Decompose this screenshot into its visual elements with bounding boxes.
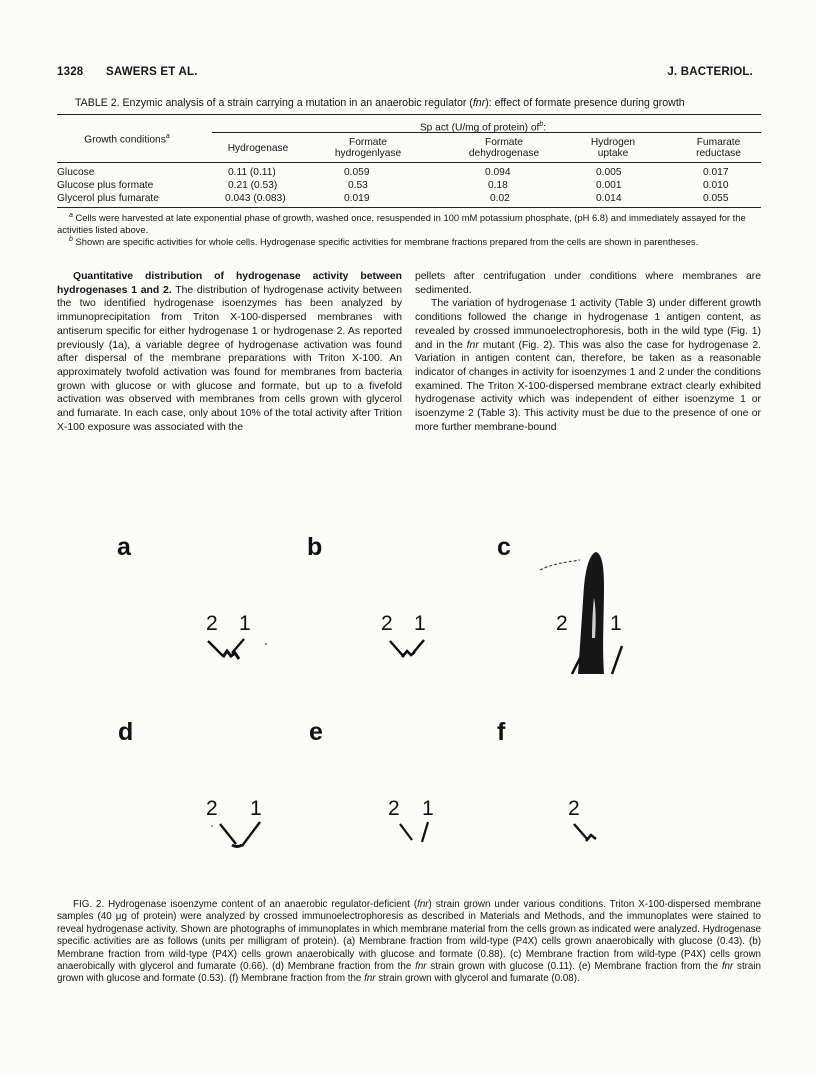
panel-a-letter: a	[117, 533, 131, 561]
panel-e-label-1: 1	[422, 797, 434, 820]
panel-e-label-2: 2	[388, 797, 400, 820]
panel-f-letter: f	[497, 718, 506, 746]
table-cell: 0.094	[485, 167, 511, 178]
table-row-condition: Glucose plus formate	[57, 180, 154, 191]
column-header-hydrogen-uptake: Hydrogen uptake	[590, 137, 636, 159]
table-cell: 0.005	[596, 167, 622, 178]
table-row-condition: Glucose	[57, 167, 95, 178]
panel-d-label-2: 2	[206, 797, 218, 820]
panel-b-letter: b	[307, 533, 323, 561]
panel-c-label-2: 2	[556, 612, 568, 635]
panel-a-label-1: 1	[239, 612, 251, 635]
table-top-rule	[57, 114, 761, 115]
table-subheader-rule	[212, 132, 761, 133]
table-cell: 0.010	[703, 180, 729, 191]
panel-e-precipitin-arcs	[390, 818, 440, 858]
table-cell: 0.043 (0.083)	[225, 193, 286, 204]
table-cell: 0.53	[348, 180, 368, 191]
right-column-text	[415, 270, 761, 434]
running-authors: SAWERS ET AL.	[106, 66, 198, 78]
table-cell: 0.21 (0.53)	[228, 180, 278, 191]
panel-b-precipitin-arcs	[380, 635, 440, 675]
panel-a-precipitin-arcs	[190, 635, 280, 675]
table-cell: 0.014	[596, 193, 622, 204]
panel-d-letter: d	[118, 718, 134, 746]
table-row-condition: Glycerol plus fumarate	[57, 193, 159, 204]
panel-d-label-1: 1	[250, 797, 262, 820]
table-cell: 0.18	[488, 180, 508, 191]
panel-c-label-1: 1	[610, 612, 622, 635]
panel-c-letter: c	[497, 533, 511, 561]
table-footnote-a: $^a$ Cells were harvested at late exponential phase of growth, washed once, resuspended in 100 mM potassium phosphate, (pH 6.8) and immediately assayed for the activities listed above.	[57, 212, 746, 236]
growth-conditions-header: Growth conditions$^a$	[84, 133, 170, 146]
table-cell: 0.059	[344, 167, 370, 178]
table-cell: 0.02	[490, 193, 510, 204]
section-heading: Quantitative distribution of hydrogenase activity between hydrogenases 1 and 2.	[57, 271, 402, 296]
table-cell: 0.055	[703, 193, 729, 204]
table-footnote-b: $^b$ Shown are specific activities for whole cells. Hydrogenase specific activities for membrane fractions prepared from the cells are shown in parentheses.	[69, 236, 699, 248]
right-column-paragraph-2: The variation of hydrogenase 1 activity (Table 3) under different growth conditions followed the change in hydrogenase 1 antigen content, as revealed by crossed immunoelectrophoresis, both in the wild type (Fig. 1) and in the fnr mutant (Fig. 2). This was also the case for hydrogenase 2. Variation in antigen content can, therefore, be taken as a reasonable indicator of changes in activity for isoenzymes 1 and 2 under the conditions examined. The Triton X-100-dispersed membrane extract clearly exhibited hydrogenase activity which was independent of either isoenzyme 1 or isoenzyme 2 (Table 3). This activity must be due to the presence of one or more further membrane-bound	[415, 298, 761, 433]
panel-e-letter: e	[309, 718, 323, 746]
panel-d-precipitin-arcs	[200, 818, 270, 858]
figure-caption: FIG. 2. Hydrogenase isoenzyme content of an anaerobic regulator-deficient (fnr) strain grown under various conditions. Triton X-100-dispersed membrane samples (40 μg of protein) were analyzed by crossed immunoelectrophoresis as described in Materials and Methods, and the immunoplates were stained to reveal hydrogenase activity. Shown are photographs of immunoplates in which membrane material from the cells grown as indicated were analyzed. Hydrogenase specific activities are as follows (units per milligram of protein). (a) Membrane fraction from wild-type (P4X) cells grown anaerobically with glucose (0.43). (b) Membrane fraction from wild-type (P4X) cells grown anaerobically with glucose and formate (0.88). (c) Membrane fraction from wild-type (P4X) cells grown anaerobically with glycerol and fumarate (0.66). (d) Membrane fraction from the fnr strain grown with glucose (0.11). (e) Membrane fraction from the fnr strain grown with glucose and formate (0.53). (f) Membrane fraction from the fnr strain grown with glycerol and fumarate (0.08).	[57, 899, 761, 985]
specific-activity-header: Sp act (U/mg of protein) $of^b$:	[419, 121, 547, 134]
page-number: 1328	[57, 66, 84, 78]
panel-f-precipitin-arc	[566, 818, 616, 858]
table-cell: 0.001	[596, 180, 622, 191]
table-header-rule	[57, 162, 761, 163]
column-header-hydrogenase: Hydrogenase	[227, 143, 289, 154]
table-caption-gene: fnr	[472, 97, 486, 109]
column-header-formate-dehydrogenase: Formate dehydrogenase	[468, 137, 540, 159]
table-cell: 0.11 (0.11)	[228, 167, 276, 178]
table-bottom-rule	[57, 207, 761, 208]
panel-b-label-2: 2	[381, 612, 393, 635]
table-cell: 0.017	[703, 167, 729, 178]
column-header-formate-hydrogenlyase: Formate hydrogenlyase	[334, 137, 402, 159]
table-caption: TABLE 2. Enzymic analysis of a strain carrying a mutation in an anaerobic regulator (fnr): effect of formate presence during growth	[75, 97, 685, 109]
left-column-paragraph: Quantitative distribution of hydrogenase activity between hydrogenases 1 and 2. The distribution of hydrogenase activity between the two identified hydrogenase isoenzymes has been analyzed by immunoprecipitation from Triton X-100-dispersed membranes with antiserum specific for either hydrogenase 1 or hydrogenase 2. As reported previously (1a), a variable degree of hydrogenase activation was found after dispersal of the membrane preparations with Triton X-100. An approximately twofold activation was found for membranes from bacteria grown with glucose or with glucose and formate, but up to a fivefold activation was observed with membranes from cells grown with glycerol and fumarate. In each case, only about 10% of the total activity after Trition X-100 exposure was associated with the	[57, 271, 403, 433]
panel-b-label-1: 1	[414, 612, 426, 635]
column-header-fumarate-reductase: Fumarate reductase	[696, 137, 741, 159]
panel-f-label-2: 2	[568, 797, 580, 820]
journal-name: J. BACTERIOL.	[667, 66, 753, 78]
right-column-paragraph-1: pellets after centrifugation under conditions where membranes are sedimented.	[415, 271, 761, 296]
panel-a-label-2: 2	[206, 612, 218, 635]
table-cell: 0.019	[344, 193, 370, 204]
